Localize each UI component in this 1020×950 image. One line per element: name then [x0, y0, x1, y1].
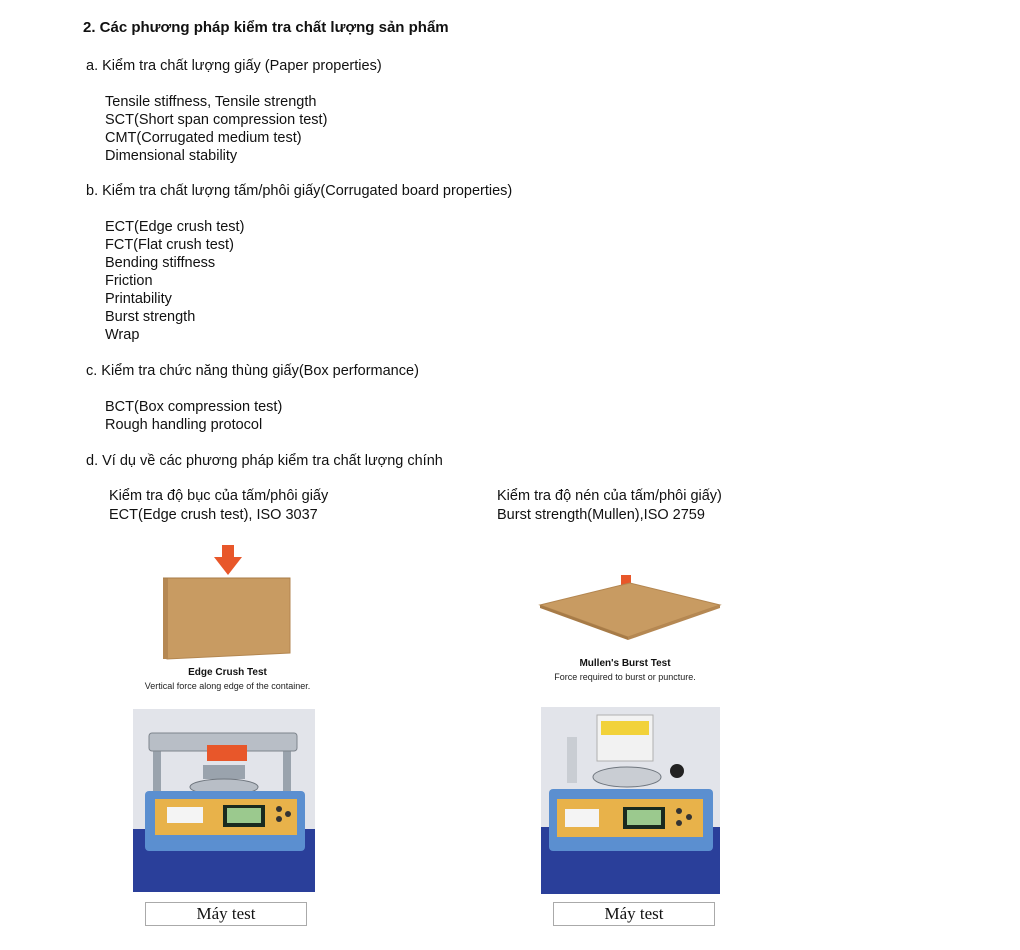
list-item: ECT(Edge crush test) [105, 219, 245, 235]
section-b-list [105, 218, 244, 344]
diagram-subtitle: Force required to burst or puncture. [554, 672, 696, 682]
list-item: Rough handling protocol [105, 417, 263, 433]
list-item: Friction [105, 273, 153, 289]
cardboard-panel [167, 578, 290, 659]
list-item: FCT(Flat crush test) [105, 237, 234, 253]
page-title: 2. Các phương pháp kiểm tra chất lượng sản phẩm [83, 19, 449, 36]
section-a-title: a. Kiểm tra chất lượng giấy (Paper properties) [86, 58, 382, 74]
section-b-title: b. Kiểm tra chất lượng tấm/phôi giấy(Corrugated board properties) [86, 183, 513, 199]
section-c-list [105, 398, 282, 434]
section-d-title: d. Ví dụ về các phương pháp kiểm tra chất lượng chính [86, 453, 443, 469]
edge-crush-illustration [110, 535, 345, 665]
burst-test-illustration [510, 565, 740, 645]
right-caption-line-1: Kiểm tra độ nén của tấm/phôi giấy) [497, 488, 722, 504]
diagram-title: Mullen's Burst Test [579, 658, 671, 669]
list-item: SCT(Short span compression test) [105, 112, 328, 128]
section-c-title: c. Kiểm tra chức năng thùng giấy(Box performance) [86, 363, 419, 379]
list-item: CMT(Corrugated medium test) [105, 130, 302, 146]
left-caption-line-1: Kiểm tra độ bục của tấm/phôi giấy [109, 488, 329, 504]
list-item: Burst strength [105, 309, 196, 325]
burst-test-diagram [510, 565, 740, 695]
arrow-head-icon [214, 557, 242, 575]
right-photo-label: Máy test [553, 902, 715, 926]
cardboard-edge [163, 578, 168, 659]
burst-machine-photo [541, 707, 720, 894]
left-caption-line-2: ECT(Edge crush test), ISO 3037 [109, 507, 318, 523]
list-item: Wrap [105, 327, 140, 343]
section-a-list [105, 93, 327, 165]
list-item: BCT(Box compression test) [105, 399, 283, 415]
list-item: Printability [105, 291, 172, 307]
right-example-caption [497, 487, 722, 525]
left-photo-label: Máy test [145, 902, 307, 926]
edge-crush-diagram [110, 535, 345, 705]
diagram-subtitle: Vertical force along edge of the container. [144, 681, 311, 691]
right-caption-line-2: Burst strength(Mullen),ISO 2759 [497, 507, 705, 523]
diagram-title: Edge Crush Test [188, 667, 267, 678]
list-item: Tensile stiffness, Tensile strength [105, 94, 317, 110]
list-item: Bending stiffness [105, 255, 216, 271]
arrow-icon [222, 545, 234, 559]
ect-machine-photo [133, 709, 315, 892]
left-example-caption [109, 487, 328, 525]
cardboard-sheet [540, 583, 720, 637]
list-item: Dimensional stability [105, 148, 238, 164]
